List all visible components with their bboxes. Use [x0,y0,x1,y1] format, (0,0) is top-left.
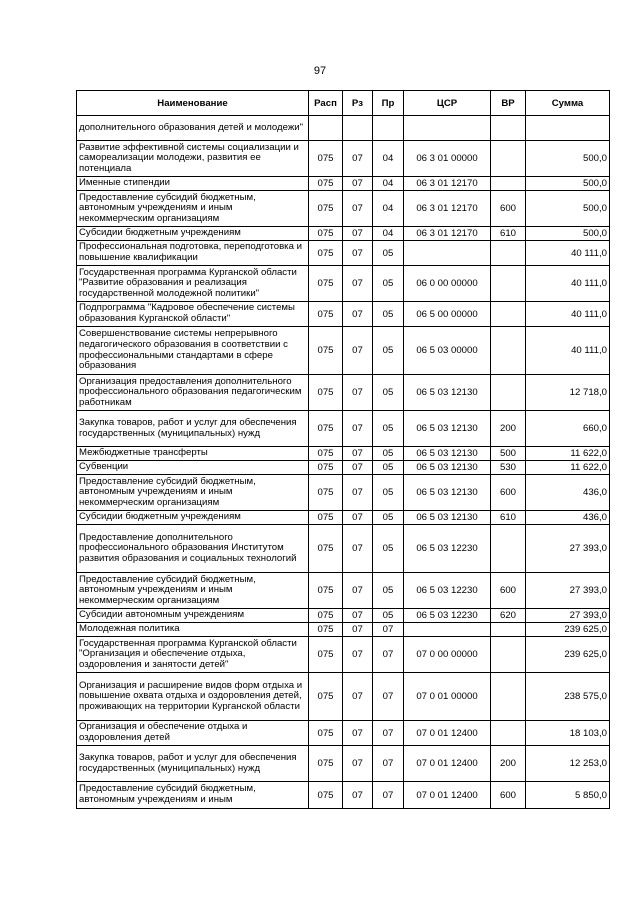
cell-vr [491,266,526,302]
table-row [77,721,610,746]
cell-sum: 12 253,0 [526,746,610,782]
cell-rz: 07 [343,191,373,227]
cell-name: Организация предоставления дополнительного профессионального образования педагогическим работникам [77,375,309,411]
cell-rasp: 075 [309,637,343,673]
table-row [77,461,610,475]
table-row [77,525,610,573]
cell-csr: 06 5 03 12230 [404,573,491,609]
cell-csr: 06 5 03 12130 [404,461,491,475]
cell-name: Закупка товаров, работ и услуг для обеспечения государственных (муниципальных) нужд [77,411,309,447]
cell-rz: 07 [343,141,373,177]
cell-sum: 500,0 [526,191,610,227]
cell-name: Организация и расширение видов форм отдыха и повышение охвата отдыха и оздоровления детей, проживающих на территории Курганской области [77,673,309,721]
cell-rz: 07 [343,573,373,609]
cell-csr [404,623,491,637]
cell-vr: 610 [491,511,526,525]
cell-rasp: 075 [309,782,343,809]
cell-csr: 06 3 01 12170 [404,227,491,241]
cell-name: Субсидии автономным учреждениям [77,609,309,623]
cell-rz: 07 [343,447,373,461]
cell-rasp: 075 [309,475,343,511]
header-vr: ВР [491,91,526,116]
cell-csr: 06 5 03 00000 [404,327,491,375]
cell-pr: 07 [373,637,404,673]
cell-name: Предоставление субсидий бюджетным, автономным учреждениям и иным [77,782,309,809]
cell-csr: 06 3 01 00000 [404,141,491,177]
table-row [77,609,610,623]
cell-name: Предоставление дополнительного профессионального образования Институтом развития образования и социальных технологий [77,525,309,573]
cell-sum: 436,0 [526,475,610,511]
cell-rasp: 075 [309,302,343,327]
cell-csr: 07 0 01 12400 [404,782,491,809]
cell-csr [404,241,491,266]
cell-csr: 06 5 00 00000 [404,302,491,327]
cell-vr: 500 [491,447,526,461]
cell-pr: 07 [373,721,404,746]
cell-name: Развитие эффективной системы социализации и самореализации молодежи, развития ее потенциала [77,141,309,177]
cell-vr: 200 [491,411,526,447]
table-row [77,511,610,525]
cell-rasp: 075 [309,191,343,227]
cell-pr: 05 [373,511,404,525]
cell-name: Молодежная политика [77,623,309,637]
cell-name: Подпрограмма "Кадровое обеспечение системы образования Курганской области" [77,302,309,327]
cell-vr: 610 [491,227,526,241]
cell-sum: 11 622,0 [526,447,610,461]
cell-pr: 04 [373,177,404,191]
cell-vr [491,623,526,637]
cell-pr: 04 [373,141,404,177]
table-row [77,266,610,302]
cell-name: Организация и обеспечение отдыха и оздоровления детей [77,721,309,746]
cell-sum: 500,0 [526,177,610,191]
cell-sum: 27 393,0 [526,609,610,623]
table-row [77,411,610,447]
cell-sum: 12 718,0 [526,375,610,411]
table-row [77,475,610,511]
cell-vr: 600 [491,475,526,511]
cell-pr: 05 [373,411,404,447]
cell-rz: 07 [343,266,373,302]
cell-rz [343,116,373,141]
cell-rasp: 075 [309,241,343,266]
cell-rz: 07 [343,525,373,573]
cell-csr: 07 0 01 00000 [404,673,491,721]
cell-vr: 600 [491,191,526,227]
cell-pr: 05 [373,375,404,411]
cell-name: дополнительного образования детей и молодежи" [77,116,309,141]
cell-rz: 07 [343,411,373,447]
cell-csr: 07 0 00 00000 [404,637,491,673]
cell-name: Именные стипендии [77,177,309,191]
cell-sum: 40 111,0 [526,241,610,266]
cell-pr: 04 [373,227,404,241]
cell-rz: 07 [343,721,373,746]
cell-rasp [309,116,343,141]
cell-vr [491,673,526,721]
cell-vr [491,302,526,327]
table-row [77,447,610,461]
cell-rasp: 075 [309,447,343,461]
cell-vr [491,327,526,375]
cell-pr: 05 [373,266,404,302]
cell-csr: 06 5 03 12130 [404,411,491,447]
cell-pr: 05 [373,609,404,623]
cell-pr: 05 [373,241,404,266]
table-row [77,227,610,241]
cell-sum: 27 393,0 [526,525,610,573]
cell-rasp: 075 [309,177,343,191]
cell-vr [491,525,526,573]
cell-rz: 07 [343,241,373,266]
cell-pr: 05 [373,475,404,511]
cell-csr: 06 0 00 00000 [404,266,491,302]
table-row [77,673,610,721]
cell-rasp: 075 [309,609,343,623]
cell-rasp: 075 [309,266,343,302]
header-sum: Сумма [526,91,610,116]
cell-sum [526,116,610,141]
cell-csr: 06 5 03 12230 [404,609,491,623]
cell-vr: 600 [491,573,526,609]
cell-sum: 5 850,0 [526,782,610,809]
cell-pr: 05 [373,525,404,573]
cell-pr: 05 [373,302,404,327]
cell-pr: 05 [373,461,404,475]
header-pr: Пр [373,91,404,116]
cell-pr: 07 [373,782,404,809]
cell-csr: 06 3 01 12170 [404,191,491,227]
cell-csr: 06 5 03 12130 [404,447,491,461]
table-row [77,177,610,191]
cell-rasp: 075 [309,721,343,746]
cell-rasp: 075 [309,375,343,411]
cell-vr [491,141,526,177]
cell-rz: 07 [343,302,373,327]
table-header-row [77,91,610,116]
cell-pr: 05 [373,447,404,461]
cell-name: Предоставление субсидий бюджетным, автономным учреждениям и иным некоммерческим организациям [77,475,309,511]
table-row [77,623,610,637]
cell-pr: 07 [373,746,404,782]
cell-pr: 04 [373,191,404,227]
cell-rz: 07 [343,637,373,673]
cell-rz: 07 [343,227,373,241]
cell-sum: 500,0 [526,227,610,241]
header-csr: ЦСР [404,91,491,116]
cell-sum: 500,0 [526,141,610,177]
cell-sum: 40 111,0 [526,302,610,327]
cell-sum: 27 393,0 [526,573,610,609]
cell-vr [491,637,526,673]
cell-vr [491,721,526,746]
cell-name: Межбюджетные трансферты [77,447,309,461]
table-row [77,573,610,609]
cell-vr [491,116,526,141]
cell-rasp: 075 [309,461,343,475]
cell-rasp: 075 [309,511,343,525]
cell-csr [404,116,491,141]
cell-rasp: 075 [309,411,343,447]
header-rz: Рз [343,91,373,116]
cell-rz: 07 [343,511,373,525]
cell-name: Государственная программа Курганской области "Развитие образования и реализация государственной молодежной политики" [77,266,309,302]
cell-vr: 530 [491,461,526,475]
cell-rz: 07 [343,475,373,511]
cell-pr: 05 [373,573,404,609]
cell-sum: 40 111,0 [526,266,610,302]
table-row [77,141,610,177]
cell-vr [491,241,526,266]
cell-name: Государственная программа Курганской области "Организация и обеспечение отдыха, оздоровления и занятости детей" [77,637,309,673]
cell-rasp: 075 [309,623,343,637]
cell-sum: 660,0 [526,411,610,447]
cell-name: Совершенствование системы непрерывного педагогического образования в соответствии с профессиональными стандартами в сфере образования [77,327,309,375]
header-rasp: Расп [309,91,343,116]
cell-sum: 239 625,0 [526,637,610,673]
cell-sum: 40 111,0 [526,327,610,375]
cell-rz: 07 [343,746,373,782]
table-row [77,191,610,227]
cell-name: Предоставление субсидий бюджетным, автономным учреждениям и иным некоммерческим организациям [77,573,309,609]
cell-sum: 18 103,0 [526,721,610,746]
cell-rz: 07 [343,461,373,475]
cell-rz: 07 [343,673,373,721]
cell-vr: 620 [491,609,526,623]
cell-name: Профессиональная подготовка, переподготовка и повышение квалификации [77,241,309,266]
cell-csr: 06 5 03 12130 [404,375,491,411]
cell-csr: 07 0 01 12400 [404,746,491,782]
cell-pr: 07 [373,673,404,721]
cell-name: Предоставление субсидий бюджетным, автономным учреждениям и иным некоммерческим организациям [77,191,309,227]
cell-pr [373,116,404,141]
header-name: Наименование [77,91,309,116]
cell-rasp: 075 [309,746,343,782]
table-row [77,375,610,411]
table-row [77,302,610,327]
cell-csr: 07 0 01 12400 [404,721,491,746]
page-number: 97 [313,65,327,77]
cell-rz: 07 [343,375,373,411]
cell-rasp: 075 [309,673,343,721]
table-row [77,241,610,266]
cell-csr: 06 5 03 12230 [404,525,491,573]
cell-rasp: 075 [309,327,343,375]
cell-rasp: 075 [309,573,343,609]
cell-name: Субсидии бюджетным учреждениям [77,227,309,241]
cell-sum: 11 622,0 [526,461,610,475]
table-row [77,746,610,782]
table-row [77,637,610,673]
cell-name: Закупка товаров, работ и услуг для обеспечения государственных (муниципальных) нужд [77,746,309,782]
cell-rasp: 075 [309,525,343,573]
cell-rasp: 075 [309,141,343,177]
cell-vr: 200 [491,746,526,782]
budget-table [76,90,610,809]
cell-rasp: 075 [309,227,343,241]
table-row [77,782,610,809]
cell-rz: 07 [343,623,373,637]
table-body [77,116,610,809]
table-row [77,116,610,141]
cell-csr: 06 5 03 12130 [404,475,491,511]
cell-rz: 07 [343,782,373,809]
table-row [77,327,610,375]
cell-vr [491,177,526,191]
cell-pr: 07 [373,623,404,637]
cell-rz: 07 [343,327,373,375]
cell-name: Субвенции [77,461,309,475]
cell-csr: 06 3 01 12170 [404,177,491,191]
cell-vr: 600 [491,782,526,809]
cell-sum: 238 575,0 [526,673,610,721]
cell-csr: 06 5 03 12130 [404,511,491,525]
cell-name: Субсидии бюджетным учреждениям [77,511,309,525]
cell-sum: 436,0 [526,511,610,525]
cell-sum: 239 625,0 [526,623,610,637]
cell-vr [491,375,526,411]
cell-pr: 05 [373,327,404,375]
cell-rz: 07 [343,177,373,191]
cell-rz: 07 [343,609,373,623]
